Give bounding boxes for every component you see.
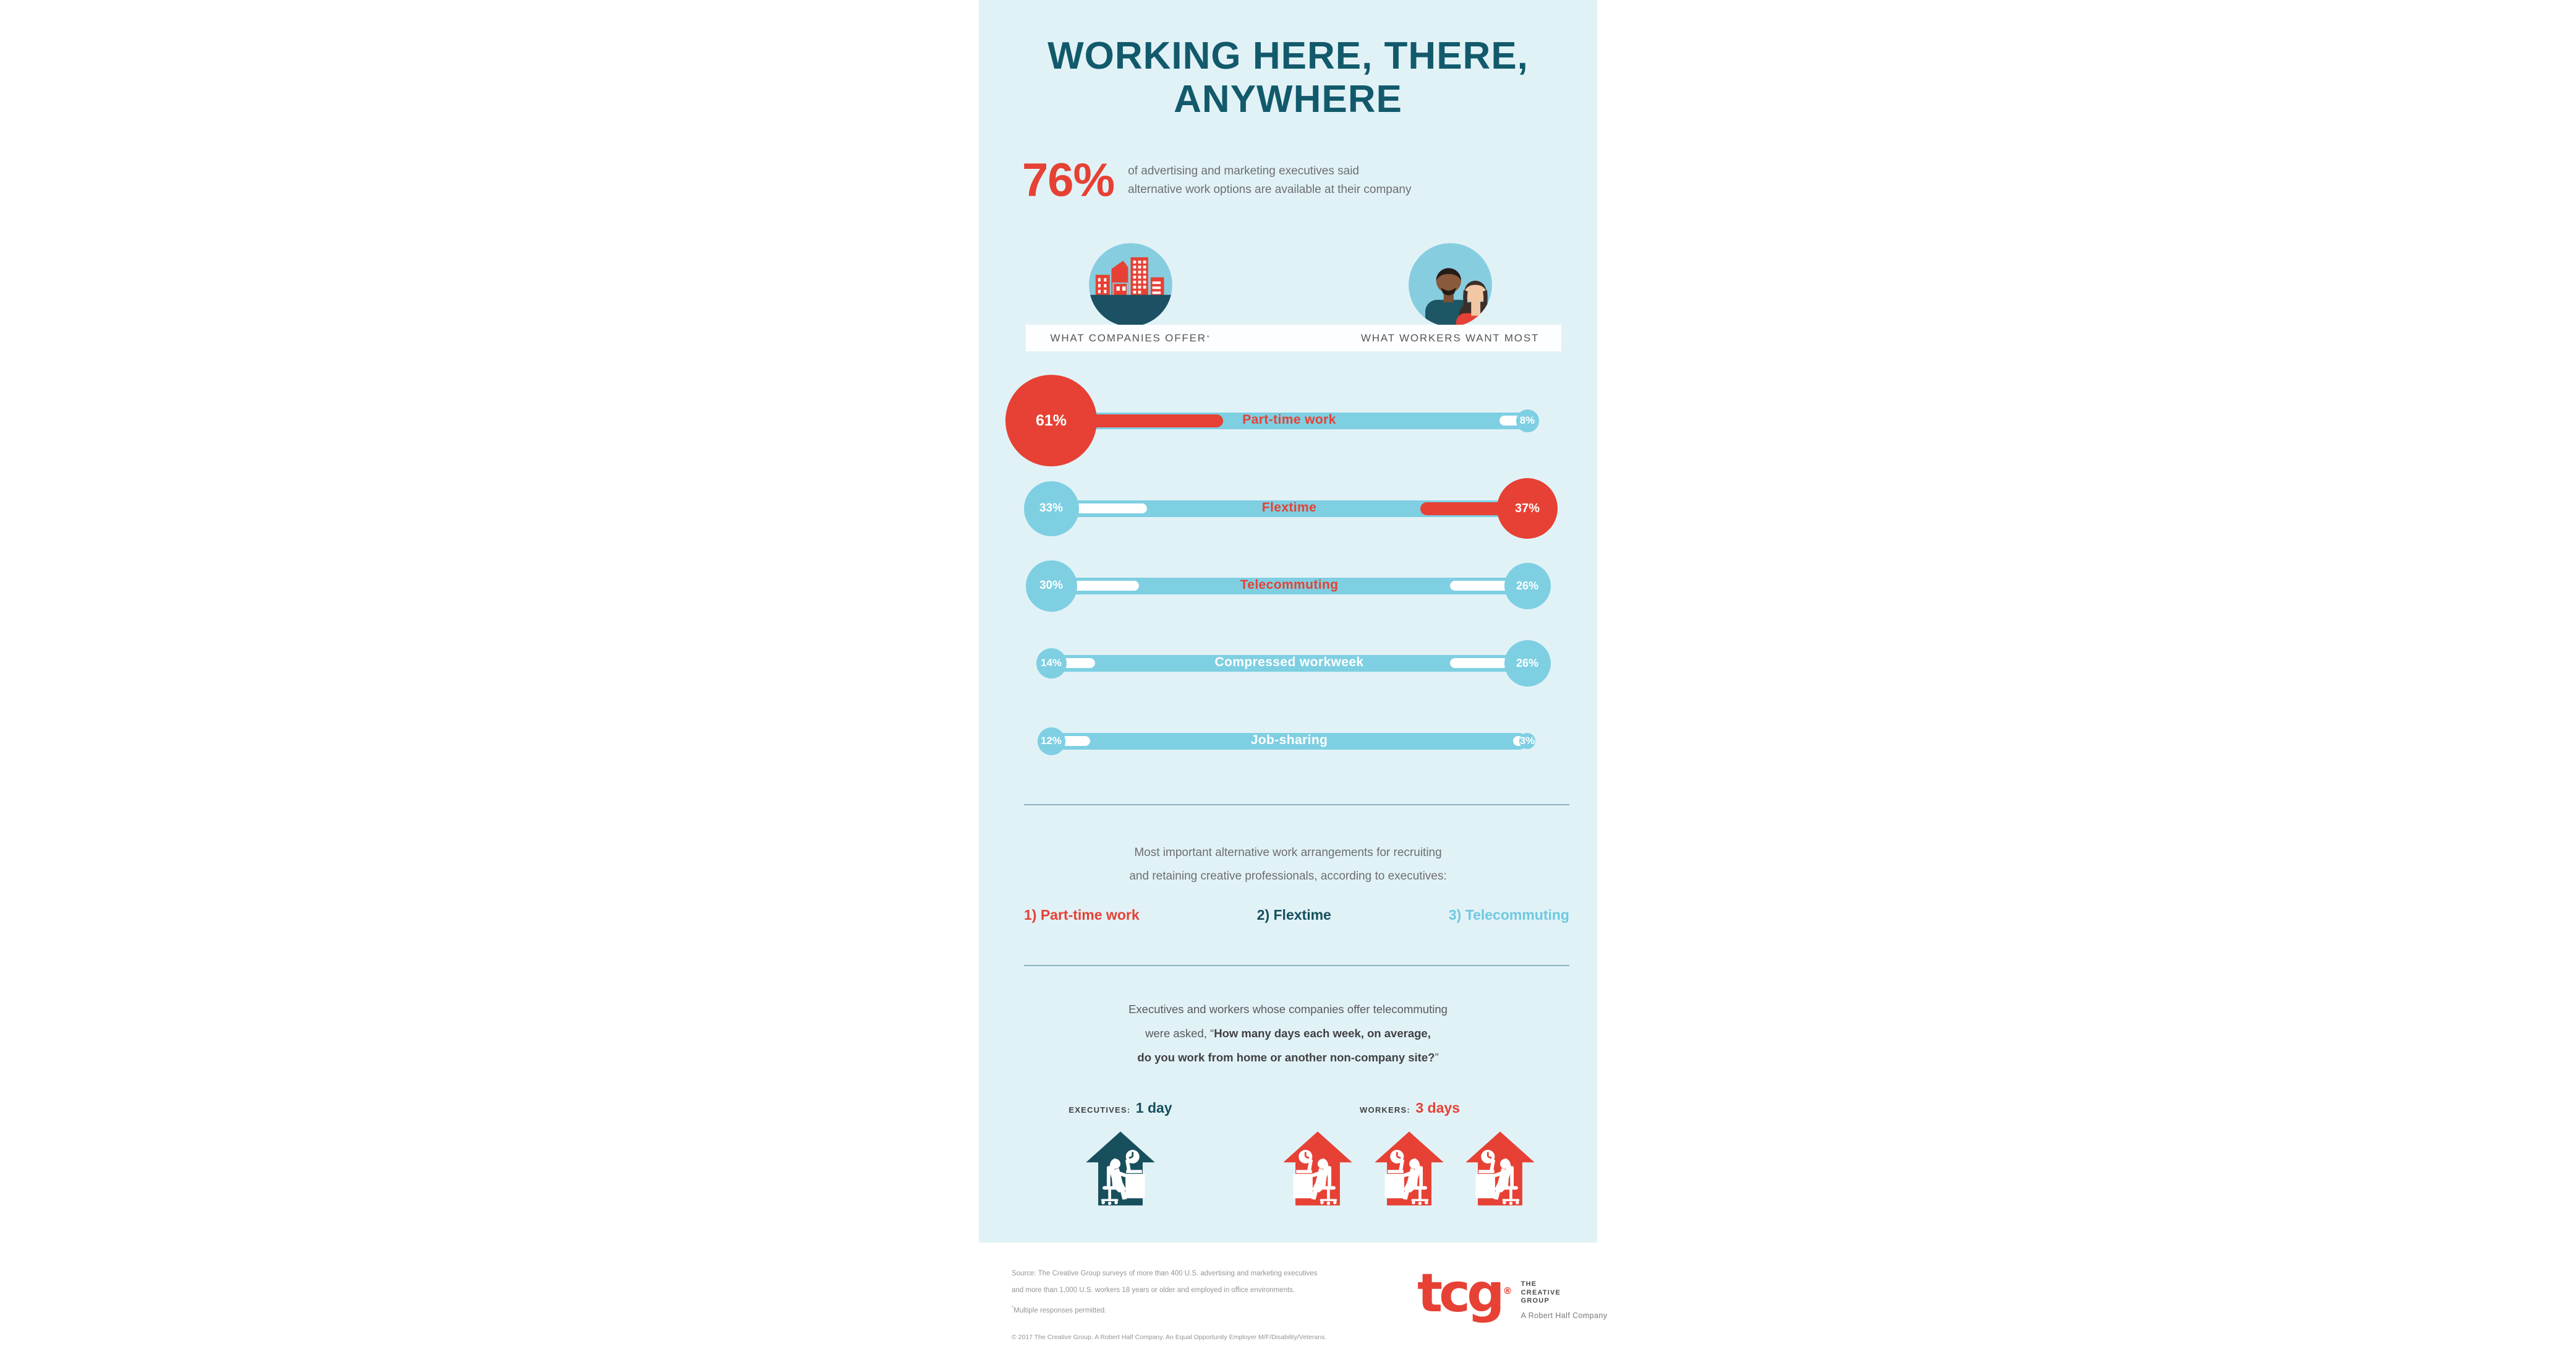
- percent-circle-right: 37%: [1497, 478, 1558, 539]
- divider-line: [1024, 965, 1569, 966]
- logo-text-stack: THE CREATIVE GROUP A Robert Half Company: [1520, 1280, 1608, 1320]
- percent-circle-left: 33%: [1024, 481, 1079, 536]
- companies-offer-label: WHAT COMPANIES OFFER *: [1050, 332, 1211, 344]
- ranking-items: [1024, 907, 1569, 923]
- percent-circle-left: 30%: [1026, 560, 1077, 612]
- bar-category-label: Flextime: [1261, 500, 1317, 515]
- copyright-line: © 2017 The Creative Group. A Robert Half Company. An Equal Opportunity Employer M/F/Disability/Veterans.: [1012, 1334, 1327, 1341]
- divider-line: [1024, 804, 1569, 805]
- registered-mark: ®: [1503, 1285, 1512, 1296]
- percent-circle-left: 12%: [1038, 727, 1065, 755]
- tcg-logo: [1417, 1262, 1608, 1324]
- percent-circle-left: 14%: [1036, 648, 1067, 679]
- source-note: Source: The Creative Group surveys of more than 400 U.S. advertising and marketing executives and more than 1,000 U.S. workers 18 years or older and employed in office environments.: [1012, 1270, 1318, 1294]
- percent-circle-right: 26%: [1504, 640, 1551, 687]
- bar-category-label: Part-time work: [1242, 413, 1336, 427]
- bar-category-label: Telecommuting: [1240, 578, 1339, 592]
- executives-days-label: EXECUTIVES: 1 day: [1068, 1100, 1172, 1116]
- stat-value: 76%: [1022, 154, 1115, 207]
- title-line-1: WORKING HERE, THERE,: [1047, 35, 1529, 77]
- title-line-2: ANYWHERE: [1174, 78, 1402, 121]
- bar-category-label: Job-sharing: [1250, 733, 1328, 747]
- ranking-intro: Most important alternative work arrangements for recruiting and retaining creative professionals, according to executives:: [1129, 846, 1447, 883]
- ranking-item-2: 2) Flextime: [1256, 907, 1331, 923]
- robert-half-tagline: A Robert Half Company: [1520, 1311, 1608, 1320]
- tug-of-war-bar-chart: [979, 0, 1597, 804]
- ranking-item-3: 3) Telecommuting: [1448, 907, 1569, 923]
- percent-circle-right: 26%: [1504, 563, 1551, 609]
- ranking-item-1: 1) Part-time work: [1024, 907, 1140, 923]
- stat-description: of advertising and marketing executives said alternative work options are available at their company: [1128, 164, 1412, 196]
- bar-category-label: Compressed workweek: [1214, 655, 1364, 669]
- percent-circle-left: 61%: [1005, 375, 1097, 466]
- percent-circle-right: 8%: [1516, 409, 1539, 432]
- tcg-wordmark: tcg ®: [1417, 1262, 1512, 1324]
- workers-days-label: WORKERS: 3 days: [1360, 1100, 1460, 1116]
- worker-house-icon: [1464, 1129, 1536, 1206]
- worker-house-icon: [1282, 1129, 1354, 1206]
- percent-circle-right: 3%: [1519, 733, 1535, 749]
- infographic-panel: [979, 0, 1597, 1243]
- telecommuting-question: Executives and workers whose companies offer telecommuting were asked, “How many days each week, on average, do you work from home or another non-company site?”: [1128, 1003, 1448, 1064]
- footnote-asterisk: *: [1206, 335, 1211, 341]
- executive-house-icon: [1085, 1129, 1156, 1206]
- multiple-responses-note: *Multiple responses permitted.: [1012, 1305, 1107, 1314]
- workers-want-label: WHAT WORKERS WANT MOST: [1360, 332, 1540, 344]
- worker-house-icon: [1373, 1129, 1445, 1206]
